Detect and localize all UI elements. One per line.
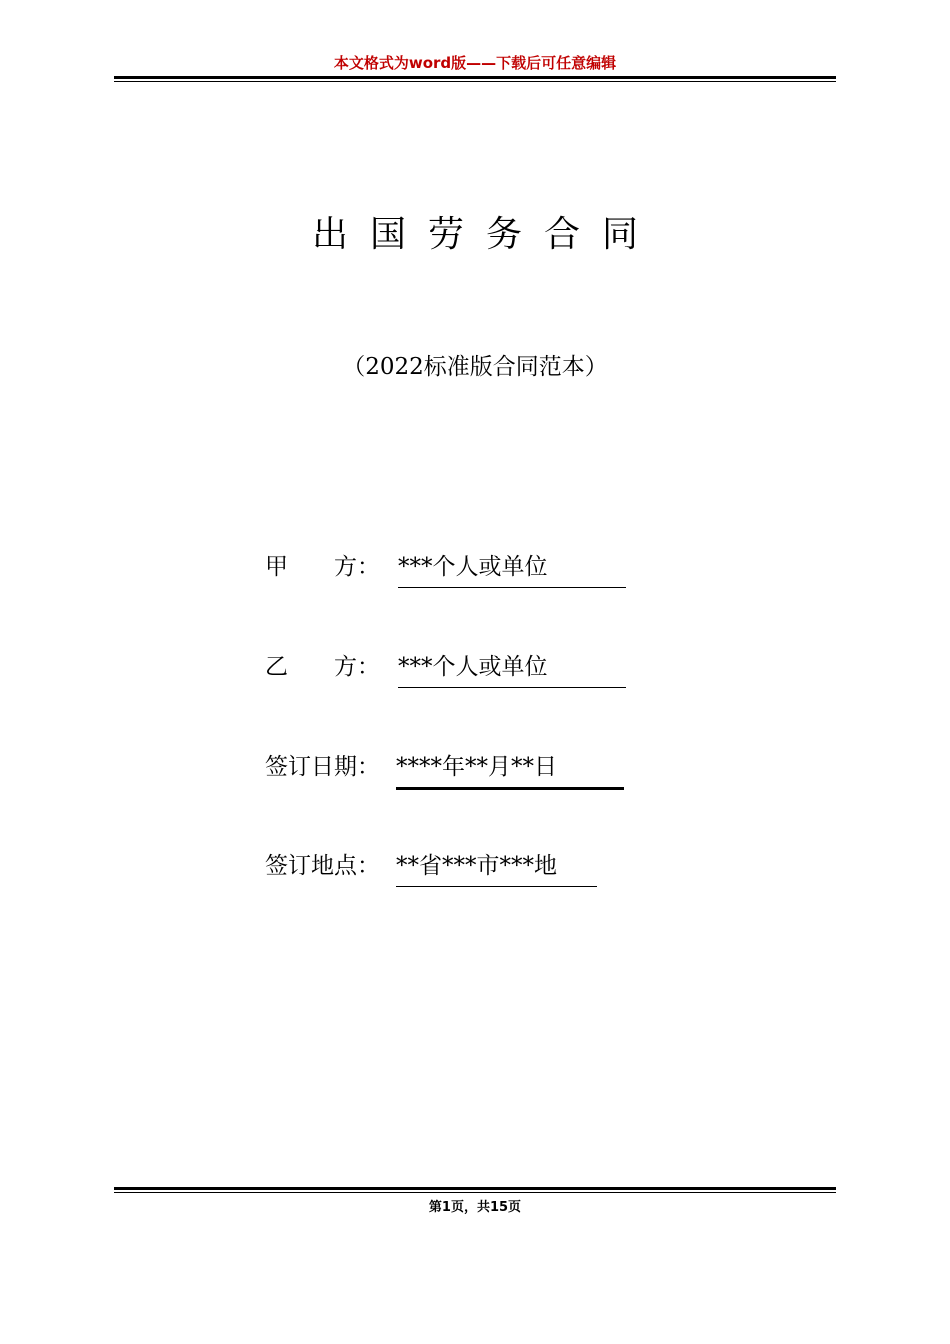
header-rule-thin <box>114 81 836 82</box>
sign-place-label: 签订地点： <box>265 853 380 879</box>
sign-date-value: ****年**月**日 <box>396 750 624 790</box>
party-a-value: ***个人或单位 <box>398 550 626 588</box>
party-b-value: ***个人或单位 <box>398 650 626 688</box>
sign-date-label: 签订日期： <box>265 754 380 780</box>
page-number: 第1页，共15页 <box>428 1200 522 1215</box>
footer-rule-thin <box>114 1192 836 1193</box>
sign-place-value: **省***市***地 <box>396 849 597 887</box>
party-b-label: 乙 方： <box>265 654 380 680</box>
header-rule <box>114 76 836 79</box>
header-note: 本文格式为word版——下载后可任意编辑 <box>333 54 617 72</box>
footer-rule <box>114 1187 836 1190</box>
document-title: 出国劳务合同 <box>311 214 660 255</box>
party-a-label: 甲 方： <box>265 554 380 580</box>
document-subtitle: （2022标准版合同范本） <box>342 354 608 380</box>
